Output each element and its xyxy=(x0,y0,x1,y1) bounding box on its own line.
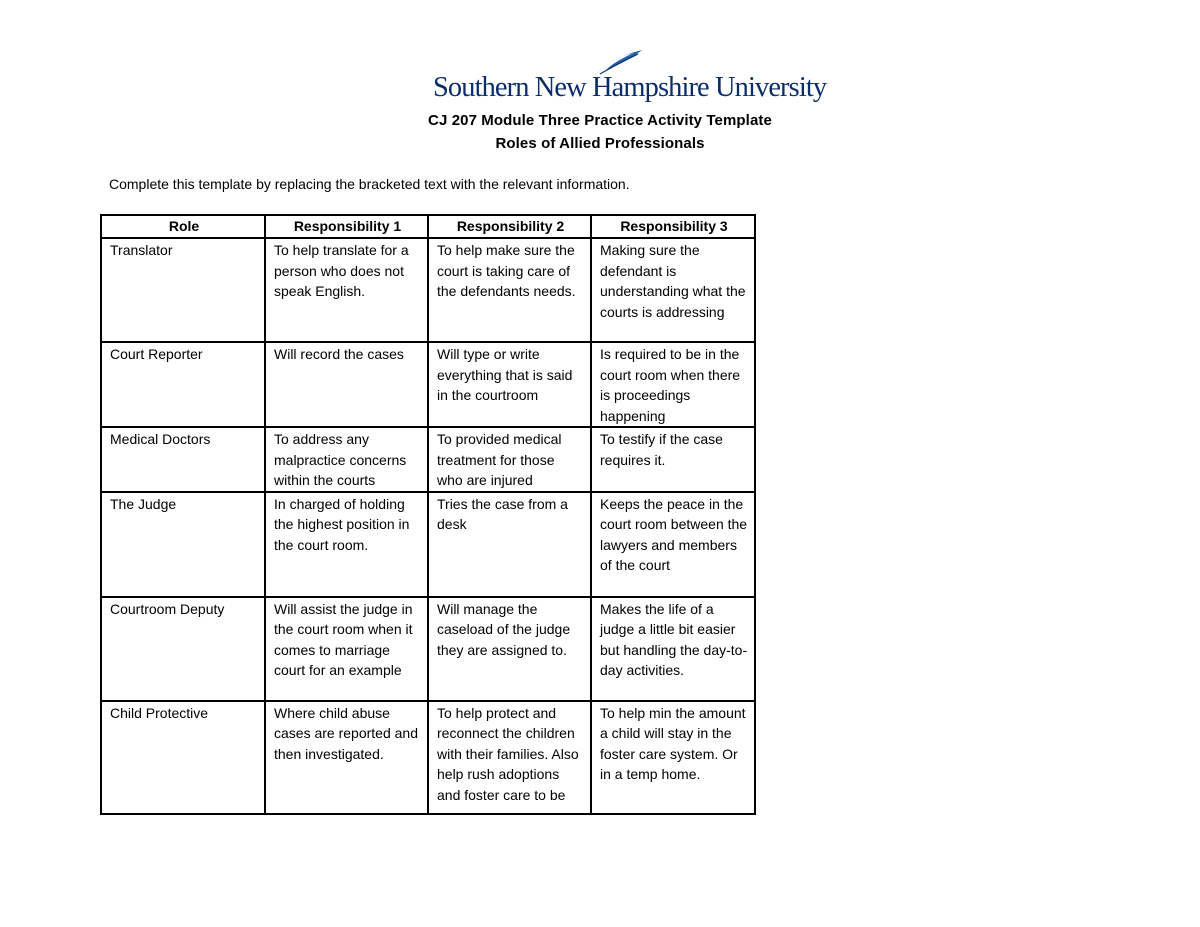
table-row xyxy=(101,701,755,814)
role-cell: The Judge xyxy=(101,492,265,597)
header-role: Role xyxy=(101,215,265,238)
header-responsibility-3: Responsibility 3 xyxy=(591,215,755,238)
role-cell: Child Protective xyxy=(101,701,265,814)
header-responsibility-2: Responsibility 2 xyxy=(428,215,591,238)
table-row xyxy=(101,492,755,597)
responsibility-cell: Will type or write everything that is said in the courtroom xyxy=(428,342,591,427)
roles-table xyxy=(100,214,756,815)
responsibility-cell: Makes the life of a judge a little bit easier but handling the day-to-day activities. xyxy=(591,597,755,701)
page-title: CJ 207 Module Three Practice Activity Template xyxy=(428,112,772,129)
table-header-row xyxy=(101,215,755,238)
responsibility-cell: Will record the cases xyxy=(265,342,428,427)
header-responsibility-1: Responsibility 1 xyxy=(265,215,428,238)
responsibility-cell: Making sure the defendant is understanding what the courts is addressing xyxy=(591,238,755,342)
table-row xyxy=(101,597,755,701)
responsibility-cell: Is required to be in the court room when there is proceedings happening xyxy=(591,342,755,427)
responsibility-cell: Keeps the peace in the court room between the lawyers and members of the court xyxy=(591,492,755,597)
page-subtitle: Roles of Allied Professionals xyxy=(495,135,705,152)
role-cell: Medical Doctors xyxy=(101,427,265,492)
role-cell: Translator xyxy=(101,238,265,342)
responsibility-cell: To provided medical treatment for those who are injured xyxy=(428,427,591,492)
responsibility-cell: Will manage the caseload of the judge they are assigned to. xyxy=(428,597,591,701)
table-row xyxy=(101,427,755,492)
responsibility-cell: To help min the amount a child will stay in the foster care system. Or in a temp home. xyxy=(591,701,755,814)
responsibility-cell: Where child abuse cases are reported and then investigated. xyxy=(265,701,428,814)
responsibility-cell: To help make sure the court is taking care of the defendants needs. xyxy=(428,238,591,342)
logo-wordmark: Southern New Hampshire University xyxy=(433,71,827,103)
instructions-text: Complete this template by replacing the bracketed text with the relevant information. xyxy=(109,176,630,192)
responsibility-cell: To help protect and reconnect the children with their families. Also help rush adoptions and foster care to be xyxy=(428,701,591,814)
feather-icon xyxy=(592,48,644,78)
responsibility-cell: Will assist the judge in the court room when it comes to marriage court for an example xyxy=(265,597,428,701)
responsibility-cell: To help translate for a person who does not speak English. xyxy=(265,238,428,342)
role-cell: Court Reporter xyxy=(101,342,265,427)
table-row xyxy=(101,238,755,342)
role-cell: Courtroom Deputy xyxy=(101,597,265,701)
responsibility-cell: To address any malpractice concerns within the courts xyxy=(265,427,428,492)
responsibility-cell: Tries the case from a desk xyxy=(428,492,591,597)
responsibility-cell: To testify if the case requires it. xyxy=(591,427,755,492)
table-row xyxy=(101,342,755,427)
responsibility-cell: In charged of holding the highest position in the court room. xyxy=(265,492,428,597)
